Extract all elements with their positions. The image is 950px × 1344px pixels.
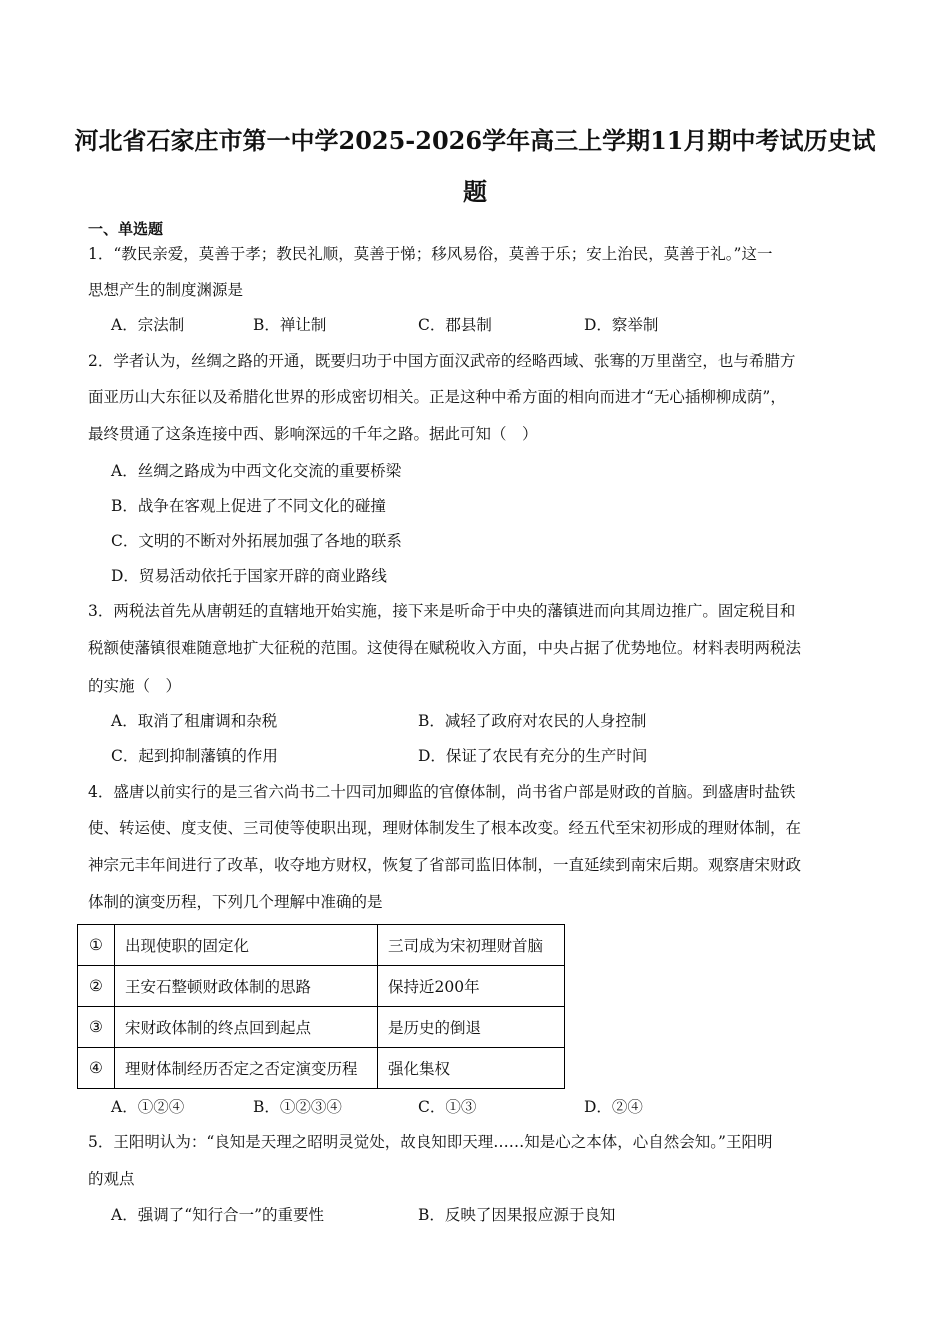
q1-stem-line: 1．“教民亲爱，莫善于孝；教民礼顺，莫善于悌；移风易俗，莫善于乐；安上治民，莫善于礼。”这一 [88, 245, 773, 263]
q2-stem-line: 面亚历山大东征以及希腊化世界的形成密切相关。正是这种中希方面的相向而进才“无心插柳柳成荫”， [88, 388, 786, 406]
q2-stem-line: 2．学者认为，丝绸之路的开通，既要归功于中国方面汉武帝的经略西域、张骞的万里凿空，也与希腊方 [88, 352, 796, 370]
q2-option-d: D．贸易活动依托于国家开辟的商业路线 [111, 567, 387, 585]
q3-option-b: B．减轻了政府对农民的人身控制 [418, 712, 647, 730]
q4-option-d: D．②④ [584, 1098, 643, 1116]
table-cell: 王安石整顿财政体制的思路 [115, 966, 378, 1007]
q4-stem-line: 4．盛唐以前实行的是三省六尚书二十四司加卿监的官僚体制，尚书省户部是财政的首脑。到盛唐时盐铁 [88, 783, 796, 801]
table-cell: 强化集权 [378, 1048, 565, 1089]
q2-stem-line: 最终贯通了这条连接中西、影响深远的千年之路。据此可知（ ） [88, 425, 538, 443]
q4-option-a: A．①②④ [111, 1098, 185, 1116]
q3-stem-line: 税额使藩镇很难随意地扩大征税的范围。这使得在赋税收入方面，中央占据了优势地位。材料表明两税法 [88, 639, 802, 657]
q2-option-b: B．战争在客观上促进了不同文化的碰撞 [111, 497, 386, 515]
q3-stem-line: 3．两税法首先从唐朝廷的直辖地开始实施，接下来是听命于中央的藩镇进而向其周边推广。固定税目和 [88, 602, 796, 620]
q3-stem-line: 的实施（ ） [88, 677, 182, 695]
q2-option-a: A．丝绸之路成为中西文化交流的重要桥梁 [111, 462, 402, 480]
q1-stem-line: 思想产生的制度渊源是 [88, 281, 244, 299]
exam-title-line-1: 河北省石家庄市第一中学2025-2026学年高三上学期11月期中考试历史试 [74, 126, 876, 155]
q3-option-c: C．起到抑制藩镇的作用 [111, 747, 278, 765]
table-cell: 宋财政体制的终点回到起点 [115, 1007, 378, 1048]
q1-option-c: C．郡县制 [418, 316, 492, 334]
table-cell: ② [78, 966, 115, 1007]
table-cell: ③ [78, 1007, 115, 1048]
table-cell: ④ [78, 1048, 115, 1089]
table-cell: ① [78, 925, 115, 966]
q3-option-a: A．取消了租庸调和杂税 [111, 712, 278, 730]
table-cell: 出现使职的固定化 [115, 925, 378, 966]
q1-option-a: A．宗法制 [111, 316, 185, 334]
table-row [78, 1007, 565, 1048]
q4-option-c: C．①③ [418, 1098, 477, 1116]
q5-stem-line: 的观点 [88, 1170, 135, 1188]
q2-option-c: C．文明的不断对外拓展加强了各地的联系 [111, 532, 402, 550]
q1-option-d: D．察举制 [584, 316, 659, 334]
table-cell: 保持近200年 [378, 966, 565, 1007]
q1-option-b: B．禅让制 [253, 316, 327, 334]
table-row [78, 966, 565, 1007]
q4-stem-line: 使、转运使、度支使、三司使等使职出现，理财体制发生了根本改变。经五代至宋初形成的理财体制，在 [88, 819, 802, 837]
q5-option-b: B．反映了因果报应源于良知 [418, 1206, 616, 1224]
table-cell: 是历史的倒退 [378, 1007, 565, 1048]
q4-option-b: B．①②③④ [253, 1098, 342, 1116]
exam-title-line-2: 题 [463, 177, 487, 206]
section-heading: 一、单选题 [88, 220, 164, 238]
table-row [78, 1048, 565, 1089]
q4-stem-line: 神宗元丰年间进行了改革，收夺地方财权，恢复了省部司监旧体制，一直延续到南宋后期。观察唐宋财政 [88, 856, 802, 874]
table-row [78, 925, 565, 966]
table-cell: 三司成为宋初理财首脑 [378, 925, 565, 966]
q5-option-a: A．强调了“知行合一”的重要性 [111, 1206, 325, 1224]
q4-stem-line: 体制的演变历程，下列几个理解中准确的是 [88, 893, 383, 911]
q4-statement-table [77, 924, 565, 1089]
q3-option-d: D．保证了农民有充分的生产时间 [418, 747, 648, 765]
q5-stem-line: 5．王阳明认为：“良知是天理之昭明灵觉处，故良知即天理……知是心之本体，心自然会知。”王阳明 [88, 1133, 773, 1151]
table-cell: 理财体制经历否定之否定演变历程 [115, 1048, 378, 1089]
